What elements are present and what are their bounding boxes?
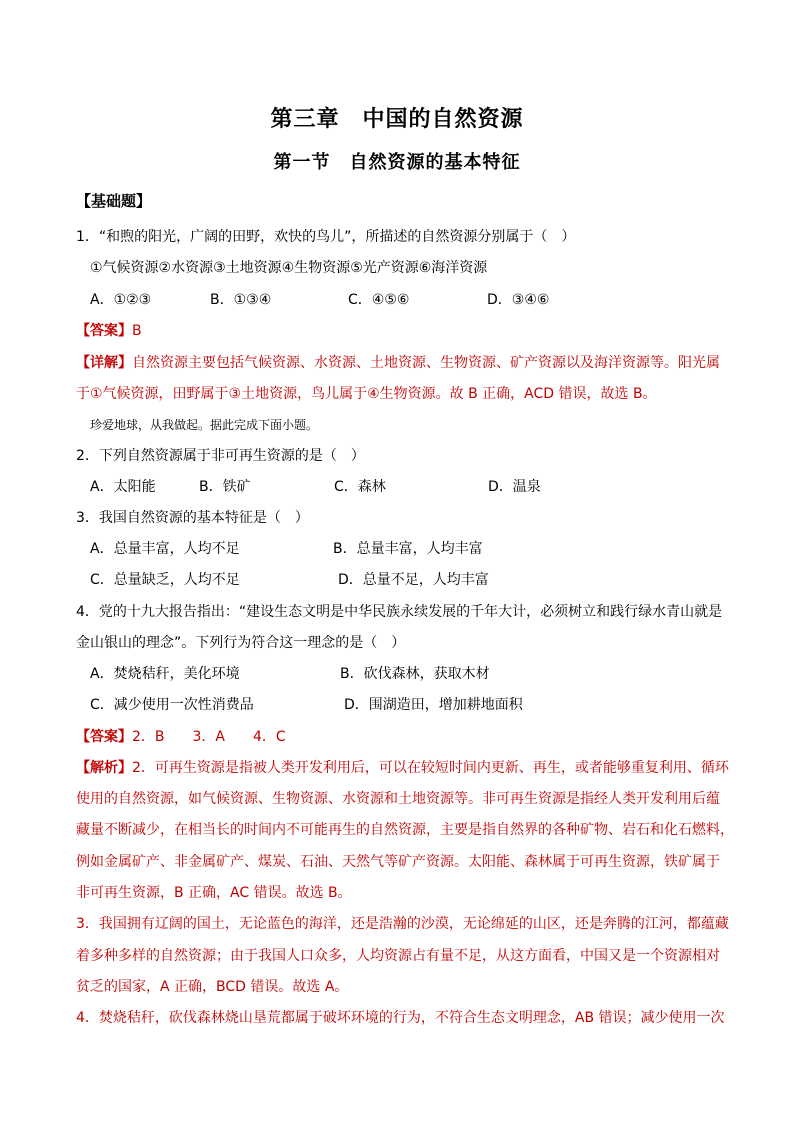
- q3-option-d: D．总量不足，人均丰富: [338, 572, 489, 588]
- q2-option-b: B．铁矿: [199, 479, 251, 495]
- analysis-p3-line1: 3．我国拥有辽阔的国土，无论蓝色的海洋，还是浩瀚的沙漠，无论绵延的山区，还是奔腾的江河，都蕴藏: [76, 916, 729, 932]
- explain-label: 【详解】: [76, 355, 132, 371]
- q4-stem-line1: 4．党的十九大报告指出：“建设生态文明是中华民族永续发展的千年大计，必须树立和践行绿水青山就是: [76, 604, 723, 620]
- analysis-p2-line2: 使用的自然资源，如气候资源、生物资源、水资源和土地资源等。非可再生资源是指经人类开发利用后蕴: [76, 791, 720, 807]
- q4-option-b: B．砍伐森林，获取木材: [340, 666, 490, 682]
- q3-stem: 3．我国自然资源的基本特征是（ ）: [76, 510, 309, 526]
- group-answer: [76, 727, 286, 747]
- q1-explain-line2: 于①气候资源，田野属于③土地资源，鸟儿属于④生物资源。故 B 正确，ACD 错误，故选 B。: [76, 386, 657, 402]
- q2-option-d: D．温泉: [488, 479, 541, 495]
- q2-option-a: A．太阳能: [90, 479, 156, 495]
- answer-value: B: [132, 323, 142, 339]
- group-note: 珍爱地球，从我做起。据此完成下面小题。: [90, 418, 319, 432]
- q1-option-d: D．③④⑥: [487, 292, 550, 308]
- answer-label: 【答案】: [76, 729, 132, 745]
- analysis-label: 【解析】: [76, 760, 132, 776]
- q2-option-c: C．森林: [334, 479, 386, 495]
- q1-option-a: A．①②③: [90, 292, 152, 308]
- q1-option-c: C．④⑤⑥: [348, 292, 410, 308]
- q2-stem: 2．下列自然资源属于非可再生资源的是（ ）: [76, 448, 365, 464]
- q1-explain-line1: 【详解】自然资源主要包括气候资源、水资源、土地资源、生物资源、矿产资源以及海洋资源等。阳光属: [76, 355, 720, 371]
- section-title: 第一节 自然资源的基本特征: [273, 152, 521, 173]
- answer-values: 2．B 3．A 4．C: [132, 729, 286, 745]
- analysis-p2-line5: 非可再生资源，B 正确，AC 错误。故选 B。: [76, 885, 352, 901]
- q3-option-b: B．总量丰富，人均丰富: [333, 541, 483, 557]
- q4-option-d: D．围湖造田，增加耕地面积: [344, 697, 523, 713]
- q1-option-b: B．①③④: [210, 292, 272, 308]
- analysis-p2-line1: 【解析】2．可再生资源是指被人类开发利用后，可以在较短时间内更新、再生，或者能够重复利用、循环: [76, 760, 729, 776]
- analysis-p2-line3: 藏量不断减少，在相当长的时间内不可能再生的自然资源，主要是指自然界的各种矿物、岩石和化石燃料，: [76, 822, 734, 838]
- q4-stem-line2: 金山银山的理念”。下列行为符合这一理念的是（ ）: [76, 635, 406, 651]
- analysis-p3-line3: 贫乏的国家，A 正确，BCD 错误。故选 A。: [76, 979, 349, 995]
- analysis-p2-line4: 例如金属矿产、非金属矿产、煤炭、石油、天然气等矿产资源。太阳能、森林属于可再生资源，铁矿属于: [76, 854, 720, 870]
- analysis-p3-line2: 着多种多样的自然资源；由于我国人口众多，人均资源占有量不足，从这方面看，中国又是一个资源相对: [76, 948, 720, 964]
- q3-option-c: C．总量缺乏，人均不足: [90, 572, 240, 588]
- q1-answer: [76, 321, 142, 341]
- answer-label: 【答案】: [76, 323, 132, 339]
- q1-items: ①气候资源②水资源③土地资源④生物资源⑤光产资源⑥海洋资源: [90, 260, 488, 276]
- q4-option-c: C．减少使用一次性消费品: [90, 697, 254, 713]
- q3-option-a: A．总量丰富，人均不足: [90, 541, 240, 557]
- section-label: 【基础题】: [76, 192, 152, 210]
- chapter-title: 第三章 中国的自然资源: [270, 107, 524, 132]
- q4-option-a: A．焚烧秸秆，美化环境: [90, 666, 240, 682]
- analysis-p4-line1: 4．焚烧秸秆，砍伐森林烧山垦荒都属于破坏环境的行为，不符合生态文明理念，AB 错误；减少使用一次: [76, 1010, 725, 1026]
- q1-stem: 1．“和煦的阳光，广阔的田野，欢快的鸟儿”，所描述的自然资源分别属于（ ）: [76, 229, 576, 245]
